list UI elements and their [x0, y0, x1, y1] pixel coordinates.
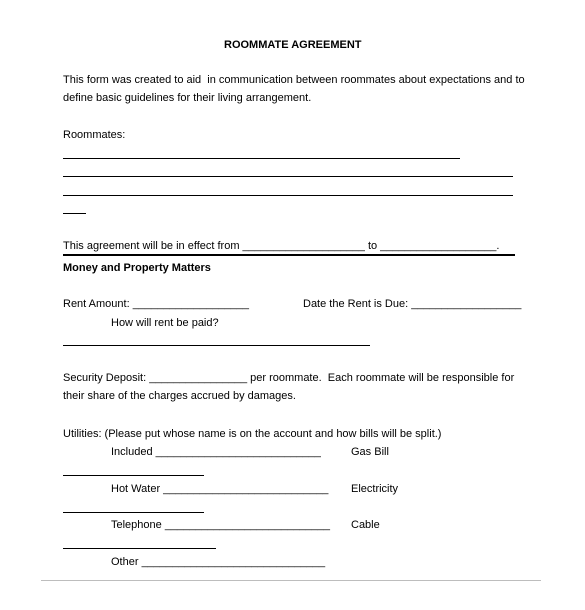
page-footer-rule: [41, 580, 541, 581]
rent-payment-question: How will rent be paid?: [111, 317, 219, 329]
utility-hot-water-line[interactable]: [63, 512, 204, 513]
document-title: ROOMMATE AGREEMENT: [224, 39, 362, 51]
intro-line-2: define basic guidelines for their living arrangement.: [63, 92, 312, 104]
rent-amount-field: Rent Amount: ___________________: [63, 298, 249, 310]
roommates-line-2[interactable]: [63, 176, 513, 177]
utility-other-field: Other ______________________________: [111, 556, 326, 568]
utility-hot-water-field: Hot Water ___________________________: [111, 483, 329, 495]
utility-included-field: Included ___________________________: [111, 446, 321, 458]
rent-payment-line[interactable]: [63, 345, 370, 346]
security-deposit-line-2: their share of the charges accrued by damages.: [63, 390, 296, 402]
section-divider: [63, 254, 515, 256]
utility-included-line[interactable]: [63, 475, 204, 476]
roommates-line-1[interactable]: [63, 158, 460, 159]
utility-electricity-label: Electricity: [351, 483, 399, 495]
money-section-heading: Money and Property Matters: [63, 262, 211, 274]
roommates-line-3[interactable]: [63, 195, 513, 196]
utility-gas-label: Gas Bill: [351, 446, 389, 458]
agreement-effect-text: This agreement will be in effect from ____________________ to ___________________.: [63, 240, 500, 252]
utility-telephone-line[interactable]: [63, 548, 216, 549]
utility-telephone-field: Telephone ___________________________: [111, 519, 331, 531]
intro-line-1: This form was created to aid in communication between roommates about expectations and to: [63, 74, 525, 86]
rent-due-field: Date the Rent is Due: __________________: [303, 298, 522, 310]
roommates-label: Roommates:: [63, 129, 126, 141]
security-deposit-line-1: Security Deposit: ________________ per roommate. Each roommate will be responsible for: [63, 372, 515, 384]
utility-cable-label: Cable: [351, 519, 380, 531]
roommates-line-4[interactable]: [63, 213, 86, 214]
utilities-intro: Utilities: (Please put whose name is on the account and how bills will be split.): [63, 428, 442, 440]
